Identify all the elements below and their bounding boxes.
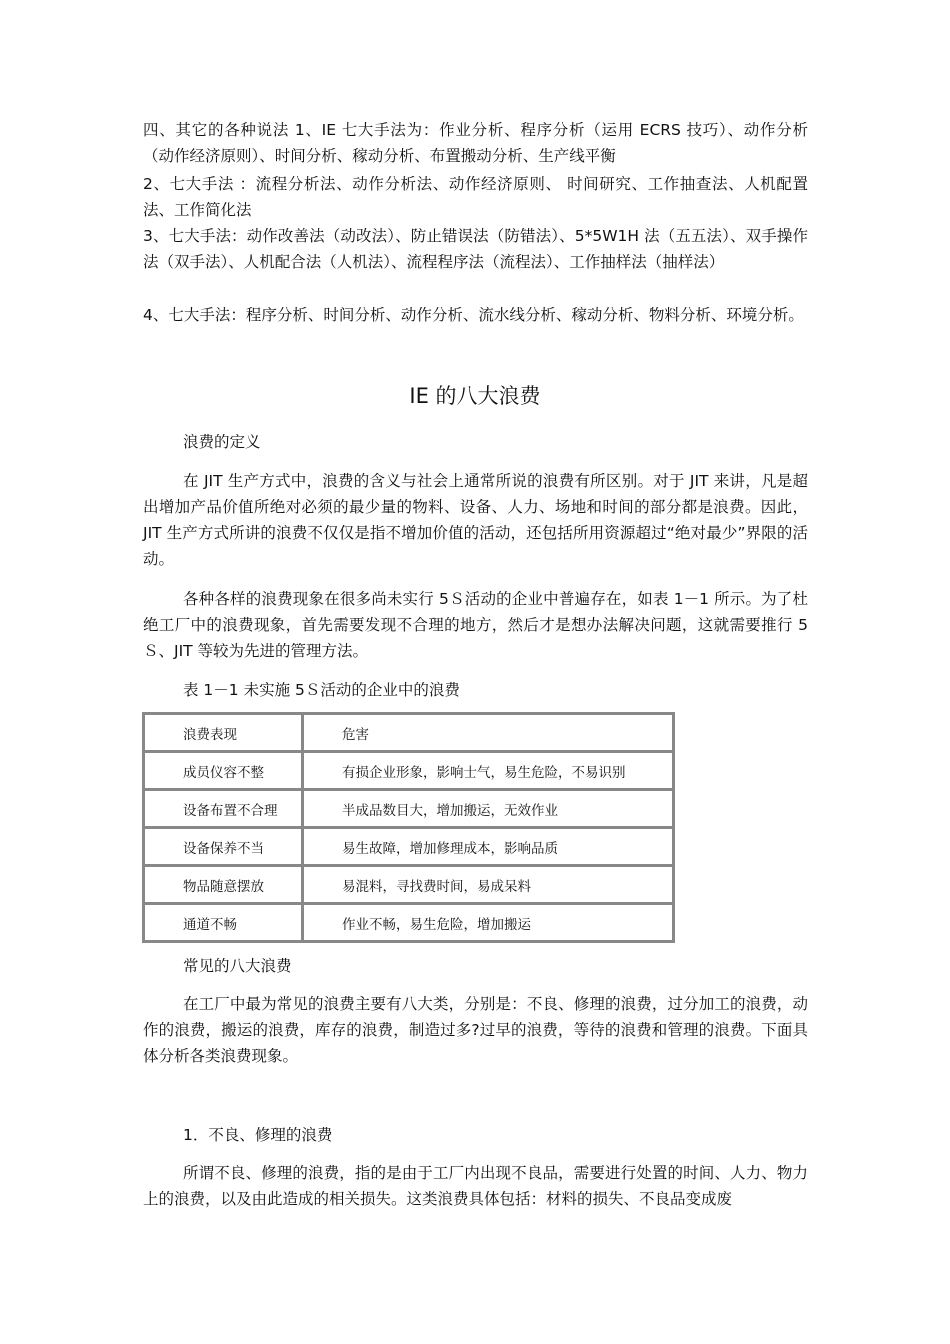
defect-section-label: 1．不良、修理的浪费 <box>183 1126 333 1144</box>
table-cell-symptom: 成员仪容不整 <box>144 751 303 789</box>
common-wastes-paragraph: 在工厂中最为常见的浪费主要有八大类，分别是：不良、修理的浪费，过分加工的浪费，动作的浪费，搬运的浪费，库存的浪费，制造过多?过早的浪费，等待的浪费和管理的浪费。下面具体分析各类浪费现象。 <box>143 995 808 1065</box>
common-wastes-label: 常见的八大浪费 <box>183 957 292 975</box>
intro-paragraph-3: 3、七大手法：动作改善法（动改法）、防止错误法（防错法）、5*5W1H 法（五五法）、双手操作法（双手法）、人机配合法（人机法）、流程程序法（流程法）、工作抽样法（抽样法） <box>143 227 808 271</box>
table-row <box>144 789 673 827</box>
waste-definition-label: 浪费的定义 <box>183 433 261 451</box>
intro-paragraph-4: 4、七大手法：程序分析、时间分析、动作分析、流水线分析、稼动分析、物料分析、环境分析。 <box>143 306 804 324</box>
table-row <box>144 827 673 865</box>
table-cell-harm: 作业不畅，易生危险，增加搬运 <box>303 903 673 941</box>
table-cell-harm: 半成品数目大，增加搬运，无效作业 <box>303 789 673 827</box>
intro-paragraph-1: 四、其它的各种说法 1、IE 七大手法为：作业分析、程序分析（运用 ECRS 技巧）、动作分析（动作经济原则）、时间分析、稼动分析、布置搬动分析、生产线平衡 <box>143 121 808 165</box>
table-header-row <box>144 714 673 751</box>
waste-definition-paragraph-1: 在 JIT 生产方式中，浪费的含义与社会上通常所说的浪费有所区别。对于 JIT 来讲，凡是超出增加产品价值所绝对必须的最少量的物料、设备、人力、场地和时间的部分都是浪费。因此，JIT 生产方式所讲的浪费不仅仅是指不增加价值的活动，还包括所用资源超过“绝对最少”界限的活动。 <box>143 472 808 568</box>
table-row <box>144 865 673 903</box>
table-cell-symptom: 物品随意摆放 <box>144 865 303 903</box>
defect-section-paragraph: 所谓不良、修理的浪费，指的是由于工厂内出现不良品，需要进行处置的时间、人力、物力上的浪费，以及由此造成的相关损失。这类浪费具体包括：材料的损失、不良品变成废 <box>143 1164 808 1208</box>
table-cell-symptom: 通道不畅 <box>144 903 303 941</box>
table-row <box>144 751 673 789</box>
table-header-cell: 浪费表现 <box>144 714 303 751</box>
table-cell-harm: 易混料，寻找费时间，易成呆料 <box>303 865 673 903</box>
table-cell-symptom: 设备保养不当 <box>144 827 303 865</box>
section-title: IE 的八大浪费 <box>409 384 541 408</box>
table-header-cell: 危害 <box>303 714 673 751</box>
waste-definition-paragraph-2: 各种各样的浪费现象在很多尚未实行 5Ｓ活动的企业中普遍存在，如表 1－1 所示。为了杜绝工厂中的浪费现象，首先需要发现不合理的地方，然后才是想办法解决问题，这就需要推行 5Ｓ、JIT 等较为先进的管理方法。 <box>143 590 808 660</box>
table-caption: 表 1－1 未实施 5Ｓ活动的企业中的浪费 <box>183 681 460 699</box>
table-row <box>144 903 673 941</box>
table-cell-harm: 易生故障，增加修理成本，影响品质 <box>303 827 673 865</box>
intro-paragraph-2: 2、七大手法 ：流程分析法、动作分析法、动作经济原则、 时间研究、工作抽查法、人机配置法、工作简化法 <box>143 175 808 219</box>
table-cell-harm: 有损企业形象，影响士气，易生危险，不易识别 <box>303 751 673 789</box>
table-cell-symptom: 设备布置不合理 <box>144 789 303 827</box>
waste-table <box>142 712 675 943</box>
